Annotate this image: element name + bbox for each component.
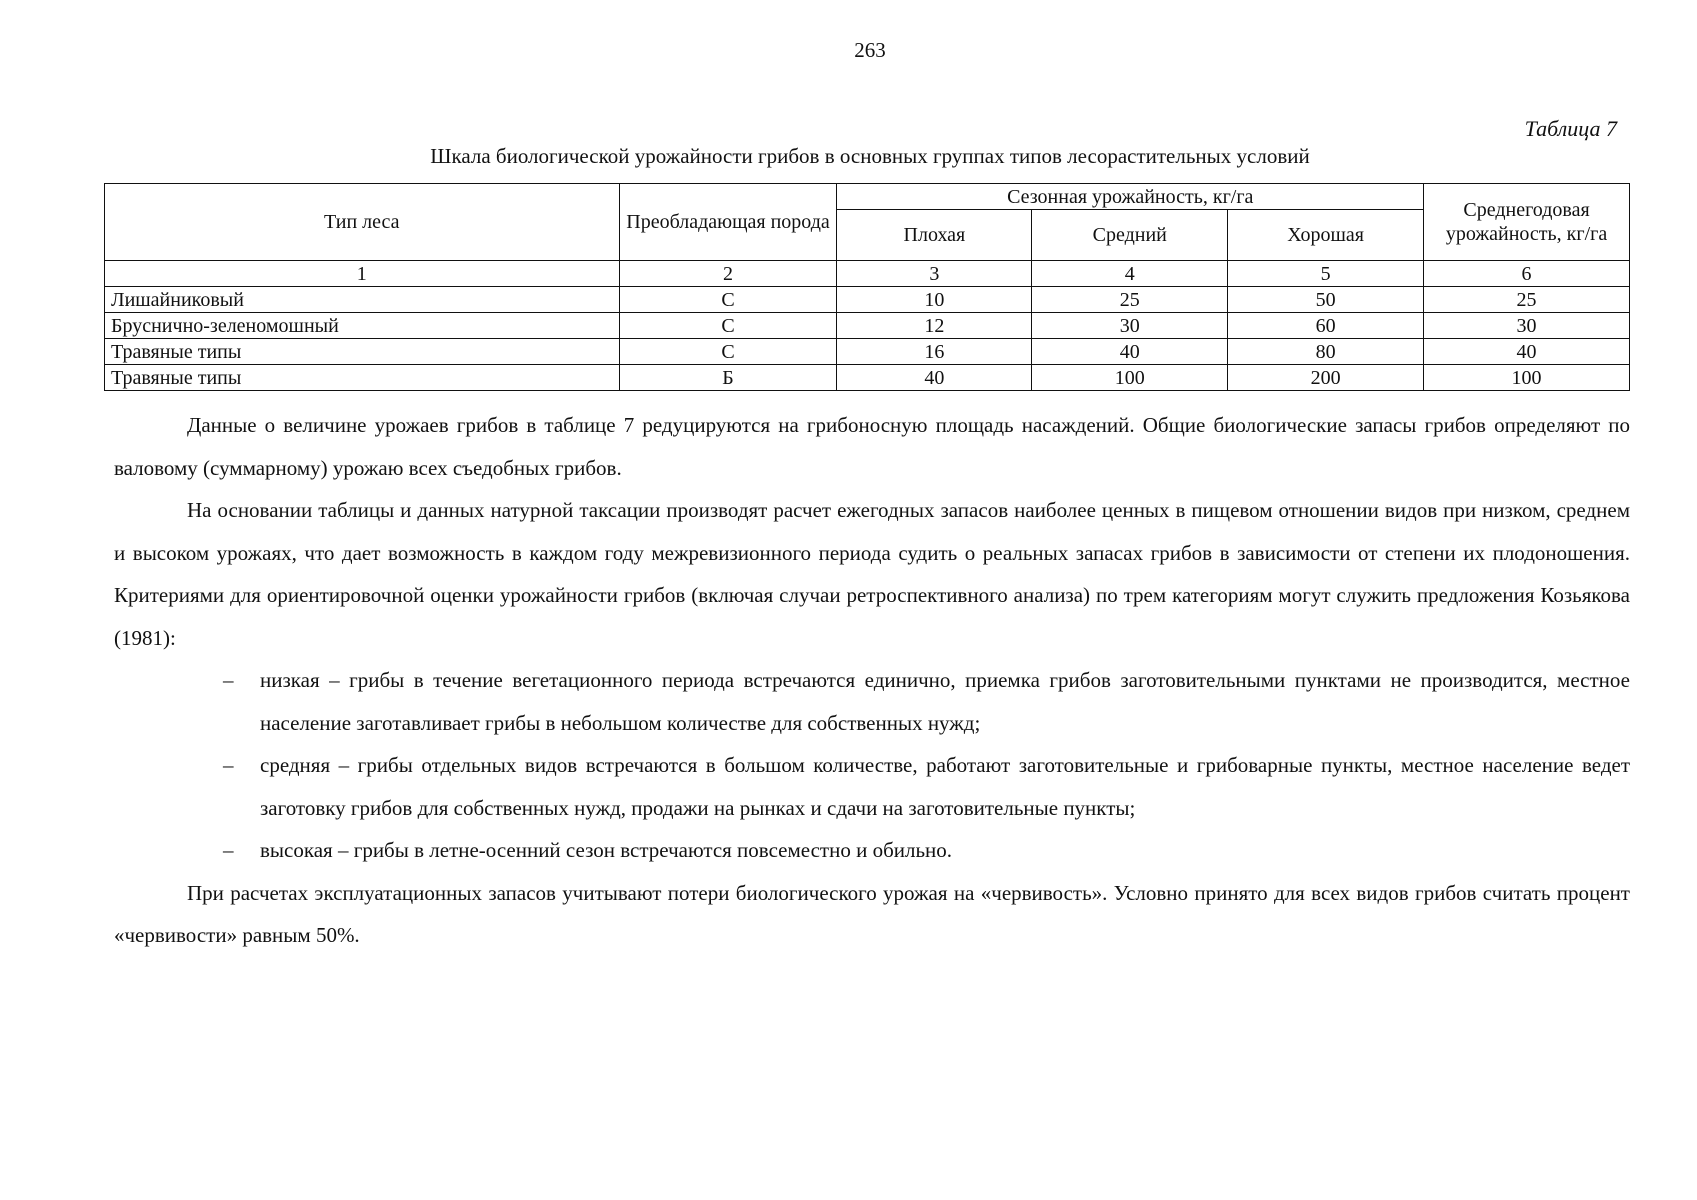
column-number: 6 bbox=[1424, 261, 1630, 287]
cell-medium: 25 bbox=[1032, 287, 1228, 313]
list-dash: – bbox=[223, 753, 234, 777]
cell-good: 60 bbox=[1228, 313, 1424, 339]
table-row bbox=[105, 365, 1630, 391]
header-seasonal-yield: Сезонная урожайность, кг/га bbox=[837, 184, 1424, 210]
cell-dominant-species: С bbox=[619, 287, 837, 313]
column-number: 1 bbox=[105, 261, 620, 287]
cell-poor: 40 bbox=[837, 365, 1032, 391]
list-item-text: средняя – грибы отдельных видов встречаются в большом количестве, работают заготовительные и грибоварные пункты, местное население ведет заготовку грибов для собственных нужд, продажи на рынках и сдачи на заготовительные пункты; bbox=[260, 753, 1630, 820]
cell-dominant-species: С bbox=[619, 339, 837, 365]
cell-poor: 16 bbox=[837, 339, 1032, 365]
header-dominant-species: Преобладающая порода bbox=[619, 184, 837, 261]
cell-poor: 10 bbox=[837, 287, 1032, 313]
cell-forest-type: Лишайниковый bbox=[105, 287, 620, 313]
cell-dominant-species: С bbox=[619, 313, 837, 339]
cell-good: 50 bbox=[1228, 287, 1424, 313]
cell-good: 80 bbox=[1228, 339, 1424, 365]
cell-dominant-species: Б bbox=[619, 365, 837, 391]
cell-medium: 100 bbox=[1032, 365, 1228, 391]
cell-forest-type: Бруснично-зеленомошный bbox=[105, 313, 620, 339]
yield-criteria-list bbox=[114, 659, 1630, 872]
cell-poor: 12 bbox=[837, 313, 1032, 339]
body-text bbox=[114, 404, 1630, 957]
cell-average: 40 bbox=[1424, 339, 1630, 365]
header-medium: Средний bbox=[1032, 210, 1228, 261]
table-row bbox=[105, 287, 1630, 313]
column-numbers-row bbox=[105, 261, 1630, 287]
paragraph: На основании таблицы и данных натурной таксации производят расчет ежегодных запасов наиболее ценных в пищевом отношении видов при низком, среднем и высоком урожаях, что дает возможность в каждом году межревизионного периода судить о реальных запасах грибов в зависимости от степени их плодоношения. Критериями для ориентировочной оценки урожайности грибов (включая случаи ретроспективного анализа) по трем категориям могут служить предложения Козьякова (1981): bbox=[114, 498, 1630, 650]
header-poor: Плохая bbox=[837, 210, 1032, 261]
header-forest-type: Тип леса bbox=[105, 184, 620, 261]
list-item bbox=[223, 744, 1630, 829]
list-dash: – bbox=[223, 668, 234, 692]
cell-average: 100 bbox=[1424, 365, 1630, 391]
table-label: Таблица 7 bbox=[1524, 116, 1617, 141]
column-number: 5 bbox=[1228, 261, 1424, 287]
column-number: 3 bbox=[837, 261, 1032, 287]
cell-medium: 30 bbox=[1032, 313, 1228, 339]
cell-average: 25 bbox=[1424, 287, 1630, 313]
table-row bbox=[105, 313, 1630, 339]
cell-forest-type: Травяные типы bbox=[105, 339, 620, 365]
header-average-annual: Среднегодовая урожайность, кг/га bbox=[1424, 184, 1630, 261]
paragraph: Данные о величине урожаев грибов в таблице 7 редуцируются на грибоносную площадь насаждений. Общие биологические запасы грибов определяют по валовому (суммарному) урожаю всех съедобных грибов. bbox=[114, 413, 1630, 480]
table-row bbox=[105, 339, 1630, 365]
table-caption: Шкала биологической урожайности грибов в основных группах типов лесорастительных условий bbox=[430, 144, 1310, 168]
header-good: Хорошая bbox=[1228, 210, 1424, 261]
final-paragraph: При расчетах эксплуатационных запасов учитывают потери биологического урожая на «червивость». Условно принято для всех видов грибов считать процент «червивости» равным 50%. bbox=[114, 880, 1630, 947]
yield-table bbox=[104, 183, 1630, 391]
page-number: 263 bbox=[854, 38, 886, 62]
cell-good: 200 bbox=[1228, 365, 1424, 391]
list-item bbox=[223, 659, 1630, 744]
column-number: 2 bbox=[619, 261, 837, 287]
list-item-text: низкая – грибы в течение вегетационного периода встречаются единично, приемка грибов заготовительными пунктами не производится, местное население заготавливает грибы в небольшом количестве для собственных нужд; bbox=[260, 668, 1630, 735]
list-dash: – bbox=[223, 838, 234, 862]
cell-medium: 40 bbox=[1032, 339, 1228, 365]
cell-forest-type: Травяные типы bbox=[105, 365, 620, 391]
cell-average: 30 bbox=[1424, 313, 1630, 339]
list-item bbox=[223, 829, 1630, 872]
list-item-text: высокая – грибы в летне-осенний сезон встречаются повсеместно и обильно. bbox=[260, 838, 953, 862]
column-number: 4 bbox=[1032, 261, 1228, 287]
